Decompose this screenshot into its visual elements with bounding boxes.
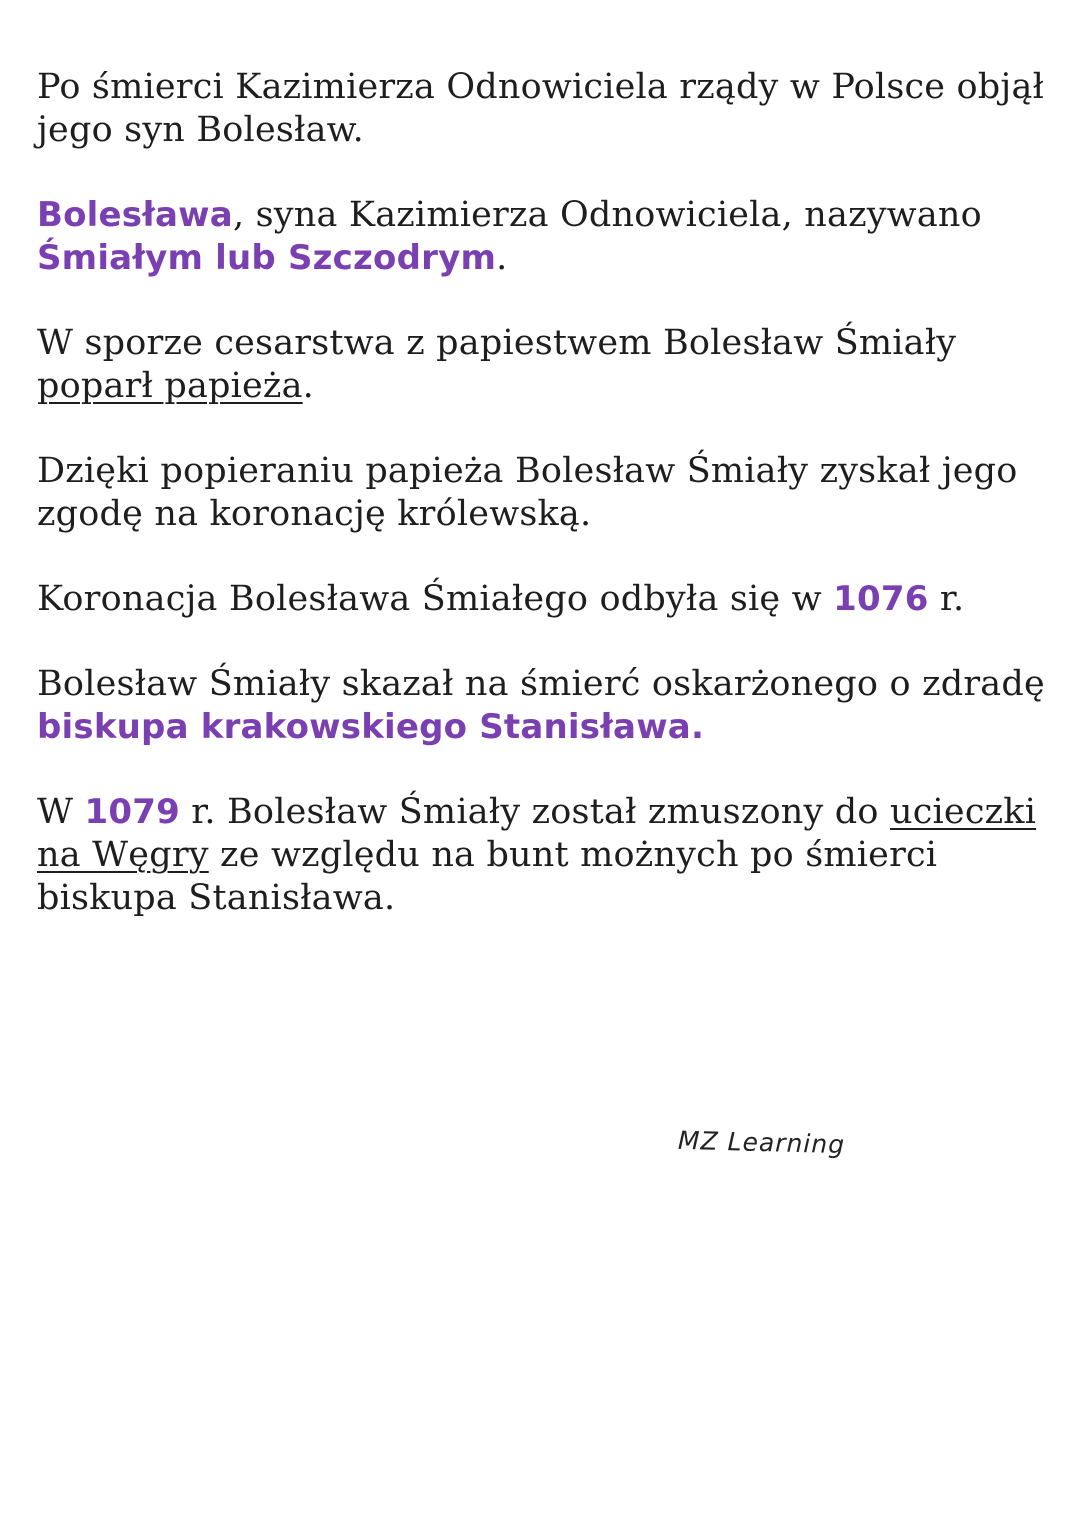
paragraph-coronation-year [37, 578, 1047, 621]
underlined-supported-pope: poparł papieża [37, 366, 303, 406]
highlight-year-1076: 1076 [833, 579, 929, 619]
paragraph-text: . [302, 366, 314, 406]
paragraph-succession [37, 66, 1047, 152]
highlight-boleslawa: Bolesława [37, 195, 233, 235]
highlight-year-1079: 1079 [84, 792, 180, 832]
paragraph-nickname [37, 194, 1047, 280]
paragraph-text: Koronacja Bolesława Śmiałego odbyła się w [37, 579, 834, 619]
paragraph-text: r. [928, 579, 965, 619]
paragraph-text: , syna Kazimierza Odnowiciela, nazywano [232, 195, 982, 235]
paragraph-text: ze względu na bunt możnych po śmierci biskupa Stanisława. [37, 835, 938, 918]
paragraph-bishop-execution [37, 663, 1047, 749]
signature-mz-learning: MZ Learning [677, 1125, 846, 1160]
paragraph-text: Bolesław Śmiały skazał na śmierć oskarżonego o zdradę [37, 664, 1045, 704]
underlined-escape-hungary: ucieczki na Węgry [37, 792, 1037, 875]
highlight-bishop-stanislaw: biskupa krakowskiego Stanisława. [37, 707, 705, 747]
paragraph-text: . [496, 238, 508, 278]
paragraph-text: W [37, 792, 85, 832]
paragraph-text: W sporze cesarstwa z papiestwem Bolesław Śmiały [37, 323, 957, 363]
paragraph-text: Po śmierci Kazimierza Odnowiciela rządy w Polsce objął jego syn Bolesław. [37, 67, 1045, 150]
highlight-nickname: Śmiałym lub Szczodrym [37, 238, 497, 278]
paragraph-coronation-consent [37, 450, 1047, 536]
paragraph-investiture-dispute [37, 322, 1047, 408]
paragraph-exile [37, 791, 1047, 920]
paragraph-text: Dzięki popieraniu papieża Bolesław Śmiały zyskał jego zgodę na koronację królewską. [37, 451, 1018, 534]
paragraph-text: r. Bolesław Śmiały został zmuszony do [179, 792, 890, 832]
